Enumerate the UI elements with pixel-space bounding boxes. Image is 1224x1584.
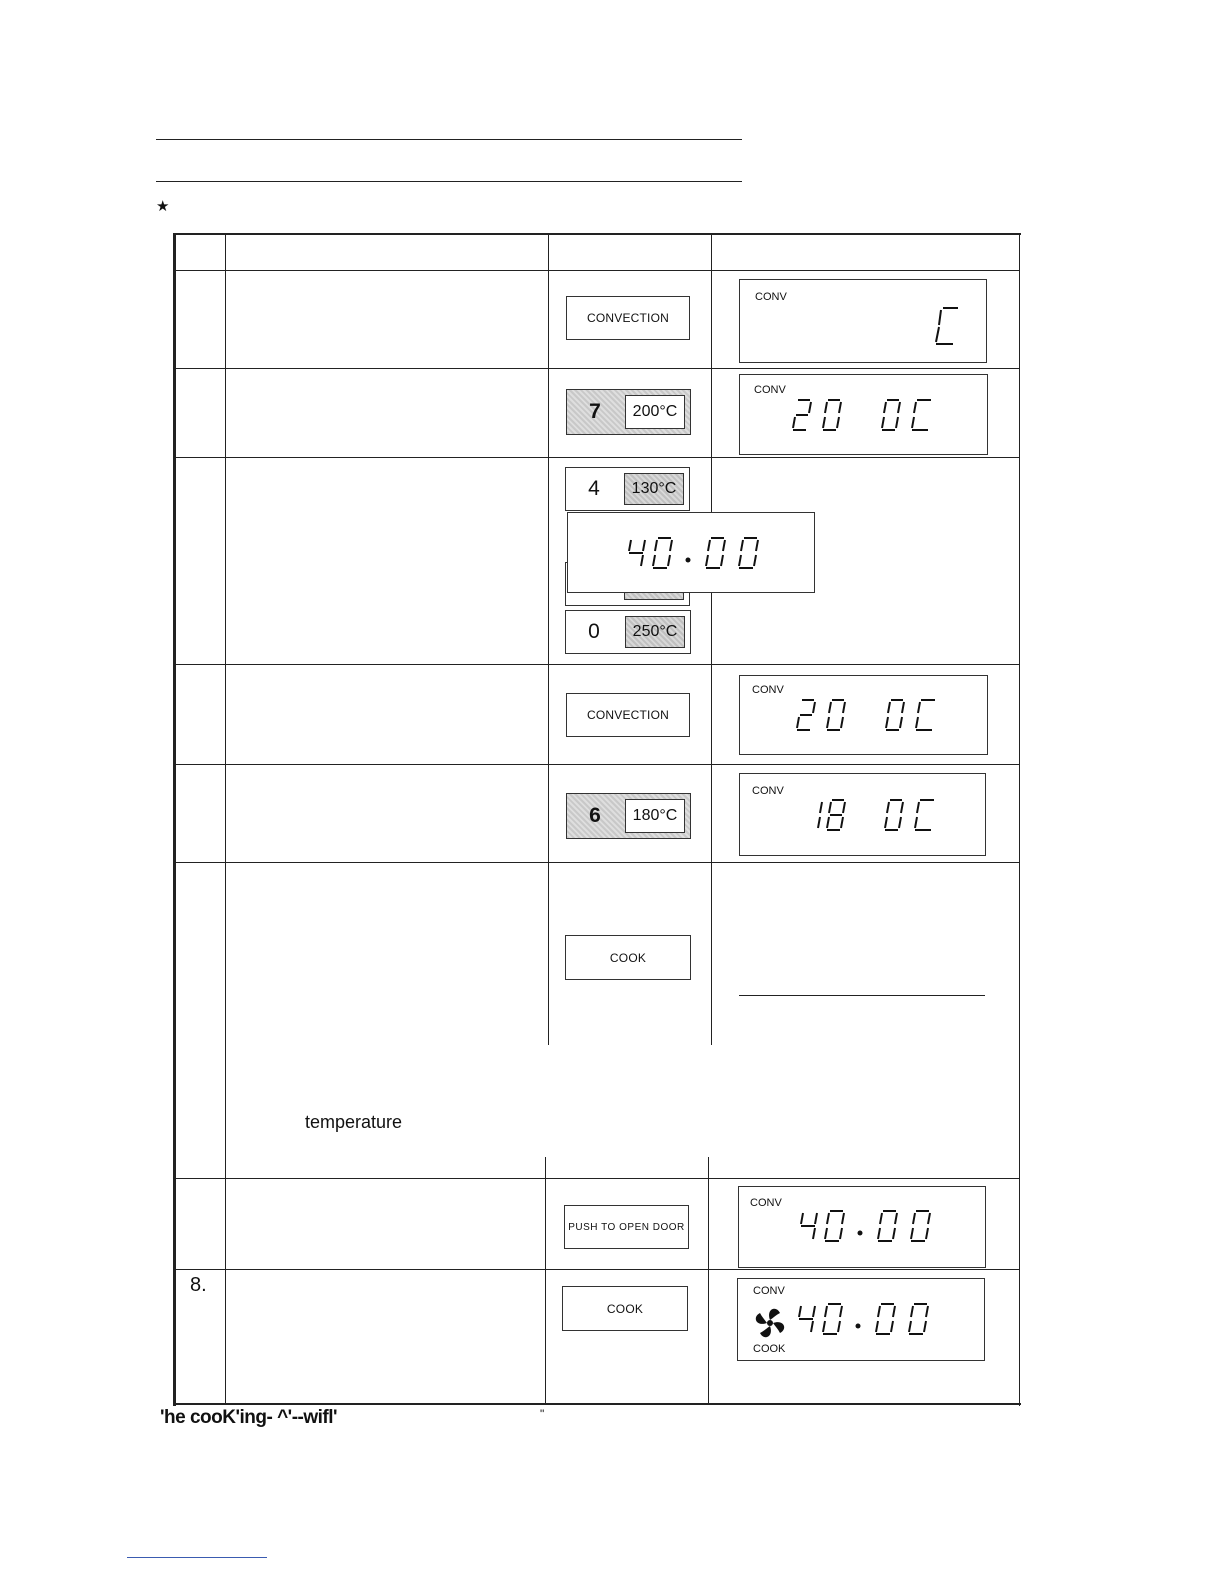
key-temperature: 180°C xyxy=(625,799,685,833)
step-number: 8. xyxy=(190,1274,207,1296)
seven-segment-readout xyxy=(568,513,816,594)
convection-button[interactable]: CONVECTION xyxy=(566,693,690,737)
col-divider-2b xyxy=(545,1157,546,1405)
header-rule-top xyxy=(156,139,742,140)
convection-button[interactable]: CONVECTION xyxy=(566,296,690,340)
footer-mark: " xyxy=(540,1407,545,1421)
row-divider xyxy=(175,457,1020,458)
display-label: CONV xyxy=(752,785,784,797)
row-divider xyxy=(175,270,1020,271)
star-icon: ★ xyxy=(156,198,170,215)
cook-button[interactable]: COOK xyxy=(562,1286,688,1331)
page-bottom-rule xyxy=(127,1557,267,1558)
display-label: CONV xyxy=(750,1197,782,1209)
step-note: temperature xyxy=(305,1112,403,1132)
seven-segment-readout xyxy=(739,1187,987,1269)
seven-segment-readout xyxy=(740,375,989,456)
display-label: CONV xyxy=(754,384,786,396)
seven-segment-readout xyxy=(740,280,988,364)
header-rule-bottom xyxy=(156,181,742,182)
colon-dot xyxy=(856,1324,861,1329)
number-key-4[interactable] xyxy=(565,467,690,511)
colon-dot xyxy=(686,558,691,563)
col-divider-2 xyxy=(548,233,549,1045)
key-temperature: 250°C xyxy=(625,616,685,648)
row-divider xyxy=(175,664,1020,665)
seven-segment-readout xyxy=(740,774,987,857)
cook-button[interactable]: COOK xyxy=(565,935,691,980)
col-divider-1 xyxy=(225,233,226,1405)
lcd-display xyxy=(739,675,988,755)
row-divider xyxy=(175,368,1020,369)
row-divider xyxy=(175,862,1020,863)
push-to-open-door-button[interactable]: PUSH TO OPEN DOOR xyxy=(564,1205,689,1249)
colon-dot xyxy=(858,1231,863,1236)
table-top-border xyxy=(173,233,1021,235)
display-sublabel: COOK xyxy=(753,1343,786,1355)
row-divider xyxy=(175,764,1020,765)
number-key-7[interactable] xyxy=(566,389,691,435)
seven-segment-readout xyxy=(740,676,989,756)
key-digit: 7 xyxy=(589,400,601,423)
key-digit: 0 xyxy=(588,620,600,643)
number-key-0[interactable] xyxy=(565,610,691,654)
display-label: CONV xyxy=(752,684,784,696)
key-temperature: 200°C xyxy=(625,395,685,429)
display-label: CONV xyxy=(753,1285,785,1297)
footer-text: 'he cooK'ing- ^'--wifl' xyxy=(160,1407,338,1428)
row-divider xyxy=(175,1269,1020,1270)
key-temperature: 130°C xyxy=(624,473,684,505)
row-divider xyxy=(175,1178,1020,1179)
lcd-display xyxy=(739,279,987,363)
col-divider-3b xyxy=(708,1157,709,1405)
table-right-border xyxy=(1019,233,1020,1406)
lcd-display-overlay xyxy=(567,512,815,593)
table-left-border xyxy=(173,233,176,1406)
display-underline xyxy=(739,995,985,996)
lcd-display xyxy=(737,1278,985,1361)
fan-icon xyxy=(756,1309,784,1337)
seven-segment-readout xyxy=(738,1279,986,1362)
display-label: CONV xyxy=(755,291,787,303)
lcd-display xyxy=(739,374,988,455)
lcd-display xyxy=(739,773,986,856)
key-digit: 6 xyxy=(589,804,601,827)
col-divider-3 xyxy=(711,233,712,1045)
key-digit: 4 xyxy=(588,477,600,500)
table-bottom-border xyxy=(173,1403,1021,1405)
number-key-6[interactable] xyxy=(566,793,691,839)
lcd-display xyxy=(738,1186,986,1268)
